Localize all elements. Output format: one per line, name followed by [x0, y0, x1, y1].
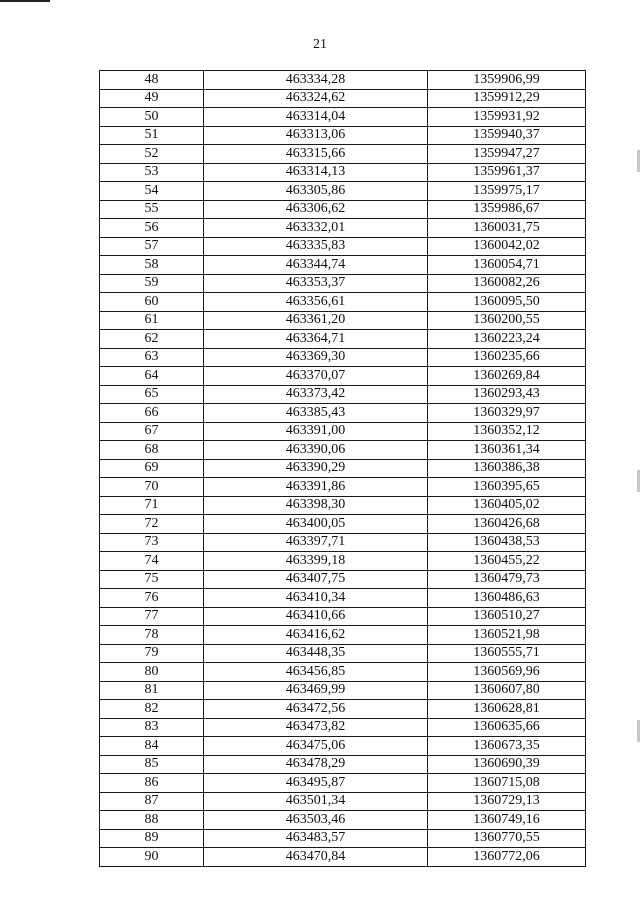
point-number-cell: 62 — [100, 330, 204, 349]
point-number-cell: 61 — [100, 311, 204, 330]
x-coordinate-cell: 463410,34 — [204, 589, 428, 608]
point-number-cell: 82 — [100, 700, 204, 719]
x-coordinate-cell: 463314,13 — [204, 163, 428, 182]
table-row — [100, 515, 586, 534]
point-number-cell: 52 — [100, 145, 204, 164]
x-coordinate-cell: 463306,62 — [204, 200, 428, 219]
table-row — [100, 145, 586, 164]
x-coordinate-cell: 463353,37 — [204, 274, 428, 293]
x-coordinate-cell: 463501,34 — [204, 792, 428, 811]
table-row — [100, 89, 586, 108]
x-coordinate-cell: 463314,04 — [204, 108, 428, 127]
x-coordinate-cell: 463369,30 — [204, 348, 428, 367]
y-coordinate-cell: 1360405,02 — [428, 496, 586, 515]
x-coordinate-cell: 463390,29 — [204, 459, 428, 478]
table-row — [100, 533, 586, 552]
table-row — [100, 496, 586, 515]
point-number-cell: 49 — [100, 89, 204, 108]
y-coordinate-cell: 1360607,80 — [428, 681, 586, 700]
table-row — [100, 792, 586, 811]
table-row — [100, 700, 586, 719]
point-number-cell: 67 — [100, 422, 204, 441]
point-number-cell: 54 — [100, 182, 204, 201]
y-coordinate-cell: 1360479,73 — [428, 570, 586, 589]
x-coordinate-cell: 463470,84 — [204, 848, 428, 867]
x-coordinate-cell: 463344,74 — [204, 256, 428, 275]
y-coordinate-cell: 1359912,29 — [428, 89, 586, 108]
table-row — [100, 404, 586, 423]
point-number-cell: 66 — [100, 404, 204, 423]
table-row — [100, 607, 586, 626]
y-coordinate-cell: 1359947,27 — [428, 145, 586, 164]
x-coordinate-cell: 463503,46 — [204, 811, 428, 830]
coordinates-table — [99, 70, 586, 867]
point-number-cell: 72 — [100, 515, 204, 534]
x-coordinate-cell: 463356,61 — [204, 293, 428, 312]
table-row — [100, 71, 586, 90]
point-number-cell: 50 — [100, 108, 204, 127]
x-coordinate-cell: 463397,71 — [204, 533, 428, 552]
point-number-cell: 69 — [100, 459, 204, 478]
point-number-cell: 84 — [100, 737, 204, 756]
y-coordinate-cell: 1360486,63 — [428, 589, 586, 608]
y-coordinate-cell: 1360031,75 — [428, 219, 586, 238]
x-coordinate-cell: 463390,06 — [204, 441, 428, 460]
x-coordinate-cell: 463305,86 — [204, 182, 428, 201]
point-number-cell: 60 — [100, 293, 204, 312]
top-rule — [0, 0, 50, 2]
y-coordinate-cell: 1360235,66 — [428, 348, 586, 367]
y-coordinate-cell: 1360082,26 — [428, 274, 586, 293]
table-row — [100, 811, 586, 830]
y-coordinate-cell: 1360352,12 — [428, 422, 586, 441]
point-number-cell: 78 — [100, 626, 204, 645]
x-coordinate-cell: 463399,18 — [204, 552, 428, 571]
x-coordinate-cell: 463495,87 — [204, 774, 428, 793]
x-coordinate-cell: 463315,66 — [204, 145, 428, 164]
y-coordinate-cell: 1360223,24 — [428, 330, 586, 349]
x-coordinate-cell: 463410,66 — [204, 607, 428, 626]
x-coordinate-cell: 463334,28 — [204, 71, 428, 90]
x-coordinate-cell: 463361,20 — [204, 311, 428, 330]
point-number-cell: 80 — [100, 663, 204, 682]
table-row — [100, 681, 586, 700]
table-row — [100, 441, 586, 460]
x-coordinate-cell: 463469,99 — [204, 681, 428, 700]
table-row — [100, 663, 586, 682]
y-coordinate-cell: 1360673,35 — [428, 737, 586, 756]
y-coordinate-cell: 1360772,06 — [428, 848, 586, 867]
point-number-cell: 71 — [100, 496, 204, 515]
point-number-cell: 81 — [100, 681, 204, 700]
y-coordinate-cell: 1360269,84 — [428, 367, 586, 386]
point-number-cell: 74 — [100, 552, 204, 571]
table-row — [100, 774, 586, 793]
point-number-cell: 75 — [100, 570, 204, 589]
y-coordinate-cell: 1360555,71 — [428, 644, 586, 663]
table-row — [100, 200, 586, 219]
table-row — [100, 348, 586, 367]
table-row — [100, 256, 586, 275]
x-coordinate-cell: 463407,75 — [204, 570, 428, 589]
y-coordinate-cell: 1360095,50 — [428, 293, 586, 312]
point-number-cell: 76 — [100, 589, 204, 608]
y-coordinate-cell: 1360455,22 — [428, 552, 586, 571]
y-coordinate-cell: 1359940,37 — [428, 126, 586, 145]
x-coordinate-cell: 463385,43 — [204, 404, 428, 423]
point-number-cell: 89 — [100, 829, 204, 848]
point-number-cell: 88 — [100, 811, 204, 830]
y-coordinate-cell: 1360293,43 — [428, 385, 586, 404]
table-row — [100, 311, 586, 330]
x-coordinate-cell: 463398,30 — [204, 496, 428, 515]
y-coordinate-cell: 1360715,08 — [428, 774, 586, 793]
y-coordinate-cell: 1360749,16 — [428, 811, 586, 830]
y-coordinate-cell: 1360690,39 — [428, 755, 586, 774]
point-number-cell: 58 — [100, 256, 204, 275]
point-number-cell: 65 — [100, 385, 204, 404]
y-coordinate-cell: 1359986,67 — [428, 200, 586, 219]
y-coordinate-cell: 1359906,99 — [428, 71, 586, 90]
table-row — [100, 459, 586, 478]
y-coordinate-cell: 1360569,96 — [428, 663, 586, 682]
y-coordinate-cell: 1360426,68 — [428, 515, 586, 534]
point-number-cell: 90 — [100, 848, 204, 867]
y-coordinate-cell: 1360395,65 — [428, 478, 586, 497]
point-number-cell: 59 — [100, 274, 204, 293]
y-coordinate-cell: 1360438,53 — [428, 533, 586, 552]
point-number-cell: 79 — [100, 644, 204, 663]
y-coordinate-cell: 1360510,27 — [428, 607, 586, 626]
y-coordinate-cell: 1359975,17 — [428, 182, 586, 201]
table-row — [100, 219, 586, 238]
y-coordinate-cell: 1360770,55 — [428, 829, 586, 848]
point-number-cell: 51 — [100, 126, 204, 145]
y-coordinate-cell: 1359961,37 — [428, 163, 586, 182]
table-row — [100, 385, 586, 404]
x-coordinate-cell: 463416,62 — [204, 626, 428, 645]
table-row — [100, 755, 586, 774]
table-row — [100, 570, 586, 589]
table-row — [100, 737, 586, 756]
y-coordinate-cell: 1359931,92 — [428, 108, 586, 127]
table-row — [100, 108, 586, 127]
y-coordinate-cell: 1360521,98 — [428, 626, 586, 645]
x-coordinate-cell: 463364,71 — [204, 330, 428, 349]
point-number-cell: 64 — [100, 367, 204, 386]
table-row — [100, 626, 586, 645]
y-coordinate-cell: 1360200,55 — [428, 311, 586, 330]
table-row — [100, 422, 586, 441]
table-row — [100, 829, 586, 848]
x-coordinate-cell: 463478,29 — [204, 755, 428, 774]
point-number-cell: 57 — [100, 237, 204, 256]
point-number-cell: 55 — [100, 200, 204, 219]
point-number-cell: 87 — [100, 792, 204, 811]
point-number-cell: 48 — [100, 71, 204, 90]
point-number-cell: 86 — [100, 774, 204, 793]
x-coordinate-cell: 463456,85 — [204, 663, 428, 682]
y-coordinate-cell: 1360729,13 — [428, 792, 586, 811]
y-coordinate-cell: 1360054,71 — [428, 256, 586, 275]
point-number-cell: 63 — [100, 348, 204, 367]
table-row — [100, 126, 586, 145]
point-number-cell: 53 — [100, 163, 204, 182]
x-coordinate-cell: 463324,62 — [204, 89, 428, 108]
page-number: 21 — [313, 37, 327, 52]
x-coordinate-cell: 463400,05 — [204, 515, 428, 534]
y-coordinate-cell: 1360329,97 — [428, 404, 586, 423]
x-coordinate-cell: 463473,82 — [204, 718, 428, 737]
y-coordinate-cell: 1360361,34 — [428, 441, 586, 460]
x-coordinate-cell: 463391,86 — [204, 478, 428, 497]
table-row — [100, 182, 586, 201]
table-row — [100, 552, 586, 571]
x-coordinate-cell: 463313,06 — [204, 126, 428, 145]
table-row — [100, 163, 586, 182]
point-number-cell: 68 — [100, 441, 204, 460]
x-coordinate-cell: 463483,57 — [204, 829, 428, 848]
point-number-cell: 70 — [100, 478, 204, 497]
y-coordinate-cell: 1360042,02 — [428, 237, 586, 256]
x-coordinate-cell: 463335,83 — [204, 237, 428, 256]
point-number-cell: 56 — [100, 219, 204, 238]
y-coordinate-cell: 1360628,81 — [428, 700, 586, 719]
point-number-cell: 83 — [100, 718, 204, 737]
table-row — [100, 718, 586, 737]
table-row — [100, 237, 586, 256]
x-coordinate-cell: 463370,07 — [204, 367, 428, 386]
table-row — [100, 644, 586, 663]
y-coordinate-cell: 1360386,38 — [428, 459, 586, 478]
x-coordinate-cell: 463472,56 — [204, 700, 428, 719]
table-row — [100, 330, 586, 349]
x-coordinate-cell: 463475,06 — [204, 737, 428, 756]
x-coordinate-cell: 463448,35 — [204, 644, 428, 663]
table-row — [100, 589, 586, 608]
point-number-cell: 73 — [100, 533, 204, 552]
table-row — [100, 367, 586, 386]
table-row — [100, 478, 586, 497]
x-coordinate-cell: 463373,42 — [204, 385, 428, 404]
table-row — [100, 848, 586, 867]
x-coordinate-cell: 463391,00 — [204, 422, 428, 441]
point-number-cell: 77 — [100, 607, 204, 626]
point-number-cell: 85 — [100, 755, 204, 774]
table-row — [100, 274, 586, 293]
x-coordinate-cell: 463332,01 — [204, 219, 428, 238]
y-coordinate-cell: 1360635,66 — [428, 718, 586, 737]
coordinates-table-body — [100, 71, 586, 867]
table-row — [100, 293, 586, 312]
